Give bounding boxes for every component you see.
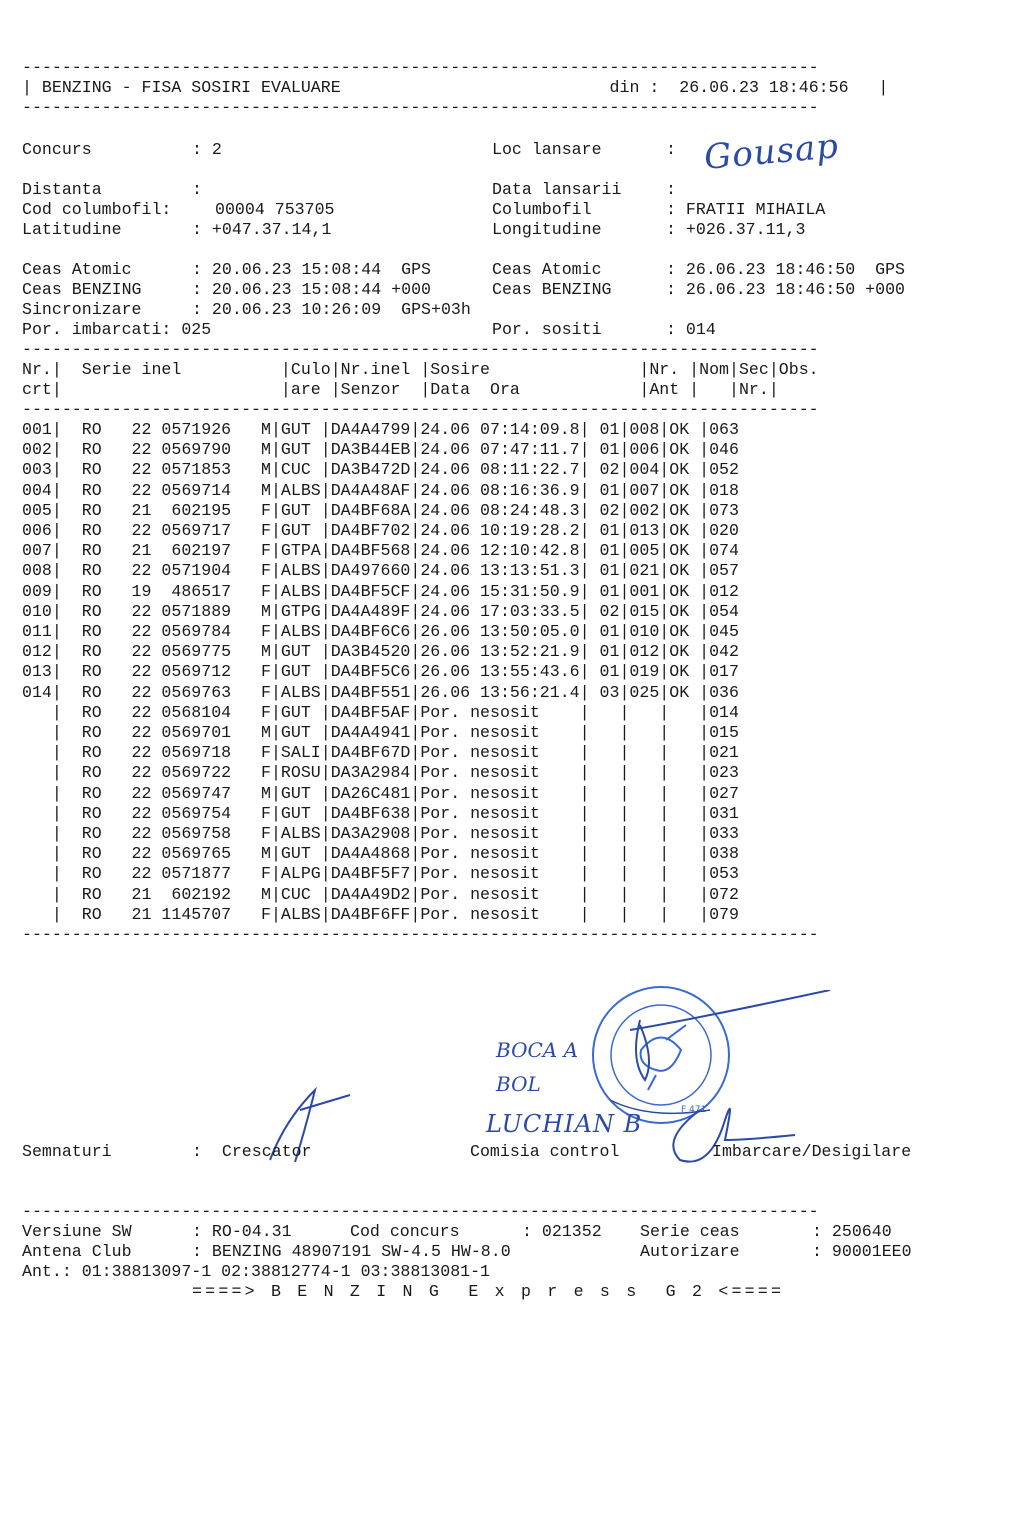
autorizare-label: Autorizare	[640, 1242, 740, 1261]
table-header-rule: --------------------------------------------------------------------------------	[22, 400, 819, 419]
top-rule: --------------------------------------------------------------------------------	[22, 58, 819, 77]
table-row: 002| RO 22 0569790 M|GUT |DA3B44EB|24.06 07:47:11.7| 01|006|OK |046	[22, 440, 739, 460]
imbarcati-label: Por. imbarcati	[22, 320, 162, 339]
table-row: 010| RO 22 0571889 M|GTPG|DA4A489F|24.06 17:03:33.5| 02|015|OK |054	[22, 601, 739, 621]
table-row: | RO 22 0569701 M|GUT |DA4A4941|Por. nesosit | | | |015	[22, 723, 739, 742]
benzing-express-banner: ====> B E N Z I N G E x p r e s s G 2 <====	[192, 1282, 785, 1301]
columbofil-value: FRATII MIHAILA	[685, 200, 826, 219]
cod-concurs-value: 021352	[541, 1222, 602, 1241]
header-bar: | BENZING - FISA SOSIRI EVALUARE din : 26.06.23 18:46:56 |	[22, 78, 889, 97]
table-header-2: crt| |are |Senzor |Data Ora |Ant | |Nr.|	[22, 380, 779, 399]
handwritten-name-1: BOCA A	[496, 1038, 579, 1062]
concurs-value: 2	[211, 140, 222, 159]
versiune-value: RO-04.31	[211, 1222, 292, 1241]
ceas-atomic-label-right: Ceas Atomic	[492, 260, 602, 279]
sincronizare-value: 20.06.23 10:26:09 GPS+03h	[211, 300, 471, 319]
ant-line: Ant.: 01:38813097-1 02:38812774-1 03:38813081-1	[22, 1262, 491, 1281]
start-ceas-atomic: 20.06.23 15:08:44 GPS	[211, 260, 431, 279]
table-row: 011| RO 22 0569784 F|ALBS|DA4BF6C6|26.06 13:50:05.0| 01|010|OK |045	[22, 622, 739, 641]
table-row: 012| RO 22 0569775 M|GUT |DA3B4520|26.06 13:52:21.9| 01|012|OK |042	[22, 642, 739, 662]
longitudine-label: Longitudine	[492, 220, 602, 239]
crescator-label: Crescator	[221, 1142, 312, 1161]
table-row: | RO 22 0571877 F|ALPG|DA4BF5F7|Por. nesosit | | | |053	[22, 864, 739, 884]
table-row: | RO 22 0568104 F|GUT |DA4BF5AF|Por. nesosit | | | |014	[22, 702, 739, 722]
report-date: 26.06.23 18:46:56	[679, 78, 849, 97]
longitudine-value: +026.37.11,3	[685, 220, 806, 239]
ceas-atomic-label: Ceas Atomic	[22, 260, 132, 279]
imbarcati-value: 025	[181, 320, 212, 339]
table-row: | RO 22 0569747 M|GUT |DA26C481|Por. nesosit | | | |027	[22, 783, 739, 803]
table-header-1: Nr.| Serie inel |Culo|Nr.inel |Sosire |Nr. |Nom|Sec|Obs.	[22, 360, 819, 379]
versiune-label: Versiune SW	[22, 1222, 132, 1241]
table-row: | RO 22 0569722 F|ROSU|DA3A2984|Por. nesosit | | | |023	[22, 763, 739, 783]
columbofil-label: Columbofil	[492, 200, 592, 219]
table-row: 013| RO 22 0569712 F|GUT |DA4BF5C6|26.06 13:55:43.6| 01|019|OK |017	[22, 662, 739, 682]
cod-columbofil-value: 00004 753705	[215, 200, 335, 219]
table-row: | RO 22 0569754 F|GUT |DA4BF638|Por. nesosit | | | |031	[22, 803, 739, 823]
sositi-value: 014	[685, 320, 716, 339]
concurs-label: Concurs	[22, 140, 92, 159]
table-row: 005| RO 21 602195 F|GUT |DA4BF68A|24.06 08:24:48.3| 02|002|OK |073	[22, 500, 739, 520]
data-lansarii-label: Data lansarii	[492, 180, 622, 199]
table-row: | RO 22 0569718 F|SALI|DA4BF67D|Por. nesosit | | | |021	[22, 743, 739, 763]
table-row: | RO 22 0569758 F|ALBS|DA3A2908|Por. nesosit | | | |033	[22, 824, 739, 843]
table-row: 001| RO 22 0571926 M|GUT |DA4A4799|24.06 07:14:09.8| 01|008|OK |063	[22, 420, 739, 439]
table-top-rule: --------------------------------------------------------------------------------	[22, 340, 819, 359]
table-row: 006| RO 22 0569717 F|GUT |DA4BF702|24.06 10:19:28.2| 01|013|OK |020	[22, 521, 739, 540]
table-row: | RO 21 1145707 F|ALBS|DA4BF6FF|Por. nesosit | | | |079	[22, 904, 739, 924]
table-row: | RO 22 0569765 M|GUT |DA4A4868|Por. nesosit | | | |038	[22, 844, 739, 864]
footer-rule: --------------------------------------------------------------------------------	[22, 1202, 819, 1221]
loc-lansare-label: Loc lansare	[492, 140, 602, 159]
handwritten-loc-lansare: Gousap	[702, 126, 841, 178]
table-row: 007| RO 21 602197 F|GTPA|DA4BF568|24.06 12:10:42.8| 01|005|OK |074	[22, 541, 739, 561]
antena-label: Antena Club	[22, 1242, 132, 1261]
comisia-control-label: Comisia control	[470, 1142, 620, 1161]
report-title: BENZING - FISA SOSIRI EVALUARE	[41, 78, 341, 97]
distanta-label: Distanta	[22, 180, 102, 199]
table-row: 004| RO 22 0569714 M|ALBS|DA4A48AF|24.06 08:16:36.9| 01|007|OK |018	[22, 480, 739, 500]
table-row: 003| RO 22 0571853 M|CUC |DA3B472D|24.06 08:11:22.7| 02|004|OK |052	[22, 460, 739, 480]
sositi-label: Por. sositi	[492, 320, 602, 339]
table-row: 008| RO 22 0571904 F|ALBS|DA497660|24.06 13:13:51.3| 01|021|OK |057	[22, 561, 739, 581]
serie-ceas-label: Serie ceas	[640, 1222, 740, 1241]
end-ceas-benzing: 26.06.23 18:46:50 +000	[685, 280, 905, 299]
handwritten-name-2: BOL	[496, 1072, 541, 1096]
ceas-benzing-label: Ceas BENZING	[22, 280, 142, 299]
header-rule: --------------------------------------------------------------------------------	[22, 98, 819, 117]
table-row: 014| RO 22 0569763 F|ALBS|DA4BF551|26.06 13:56:21.4| 03|025|OK |036	[22, 682, 739, 702]
table-row: | RO 21 602192 M|CUC |DA4A49D2|Por. nesosit | | | |072	[22, 884, 739, 904]
handwritten-name-3: LUCHIAN B	[486, 1110, 643, 1138]
date-label: din	[609, 78, 640, 97]
autorizare-value: 90001EE0	[831, 1242, 912, 1261]
cod-columbofil-label: Cod columbofil	[22, 200, 162, 219]
antena-value: BENZING 48907191 SW-4.5 HW-8.0	[211, 1242, 511, 1261]
stamp-text: F 471	[681, 1105, 707, 1115]
latitudine-label: Latitudine	[22, 220, 122, 239]
semnaturi-label: Semnaturi	[22, 1142, 112, 1161]
cod-concurs-label: Cod concurs	[350, 1222, 460, 1241]
table-row: 009| RO 19 486517 F|ALBS|DA4BF5CF|24.06 15:31:50.9| 01|001|OK |012	[22, 581, 739, 601]
end-ceas-atomic: 26.06.23 18:46:50 GPS	[685, 260, 905, 279]
sincronizare-label: Sincronizare	[22, 300, 142, 319]
serie-ceas-value: 250640	[831, 1222, 892, 1241]
start-ceas-benzing: 20.06.23 15:08:44 +000	[211, 280, 431, 299]
table-bottom-rule: --------------------------------------------------------------------------------	[22, 925, 819, 944]
latitudine-value: +047.37.14,1	[211, 220, 332, 239]
ceas-benzing-label-right: Ceas BENZING	[492, 280, 612, 299]
imbarcare-label: Imbarcare/Desigilare	[712, 1142, 912, 1161]
